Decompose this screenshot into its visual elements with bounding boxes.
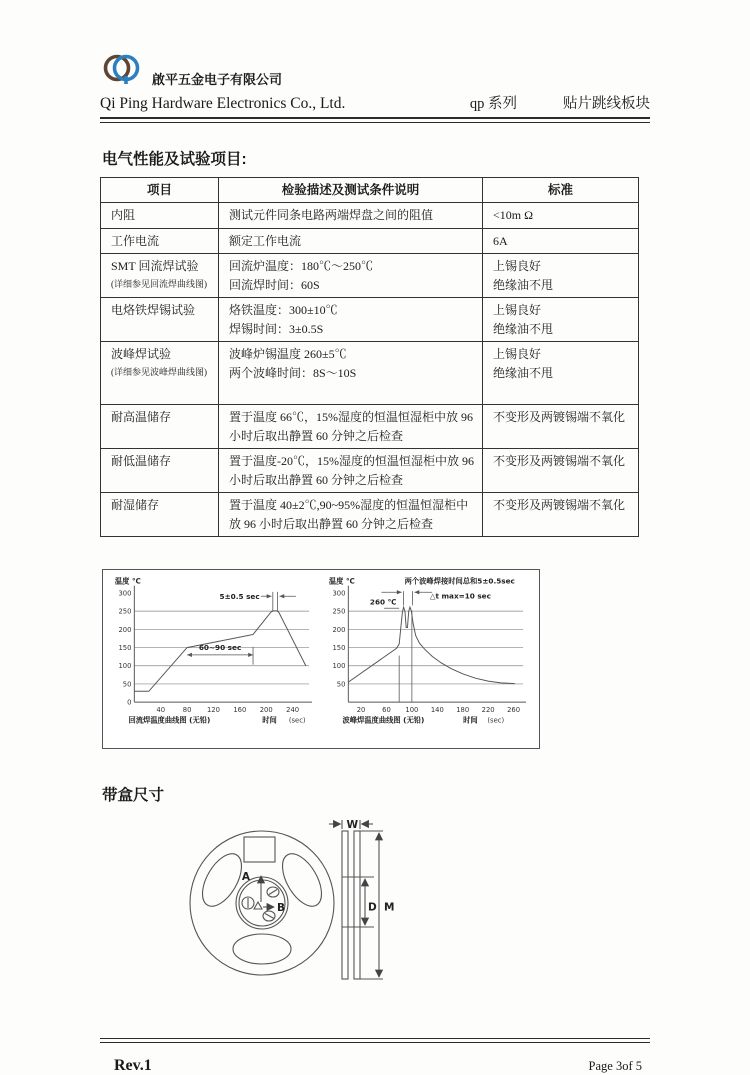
table-cell-std: 上锡良好 绝缘油不甩 xyxy=(483,342,639,405)
reel-drawing xyxy=(182,815,422,1007)
svg-text:温度 ℃: 温度 ℃ xyxy=(328,576,355,586)
table-row xyxy=(101,342,639,405)
table-row xyxy=(101,405,639,449)
svg-text:100: 100 xyxy=(118,662,132,671)
svg-text:(sec): (sec) xyxy=(288,716,306,725)
table-cell-desc: 置于温度 40±2℃,90~95%湿度的恒温恒湿柜中放 96 小时后取出静置 60 分钟之后检查 xyxy=(219,493,483,537)
svg-text:200: 200 xyxy=(118,625,132,634)
table-cell-desc: 置于温度-20℃，15%湿度的恒温恒湿柜中放 96 小时后取出静置 60 分钟之后检查 xyxy=(219,449,483,493)
page-number: Page 3of 5 xyxy=(588,1059,642,1073)
svg-text:温度 ℃: 温度 ℃ xyxy=(114,576,141,586)
table-cell-std: 上锡良好 绝缘油不甩 xyxy=(483,298,639,342)
svg-text:20: 20 xyxy=(356,705,366,714)
table-cell-item: SMT 回流焊试验 (详细参见回流焊曲线图) xyxy=(101,254,219,298)
table-cell-std: 不变形及两镀锡端不氧化 xyxy=(483,449,639,493)
reflow-curve-chart xyxy=(109,574,315,741)
svg-text:60~90 sec: 60~90 sec xyxy=(198,643,242,653)
table-cell-item: 内阻 xyxy=(101,203,219,229)
svg-text:120: 120 xyxy=(206,705,220,714)
table-cell-std: 不变形及两镀锡端不氧化 xyxy=(483,493,639,537)
section-title-reel: 带盒尺寸 xyxy=(102,787,165,804)
table-row xyxy=(101,298,639,342)
dim-b-label: B xyxy=(277,902,286,914)
svg-text:时间: 时间 xyxy=(262,715,277,725)
dim-d-label: D xyxy=(368,901,377,914)
table-row xyxy=(101,254,639,298)
svg-text:150: 150 xyxy=(118,643,132,652)
table-cell-std: <10m Ω xyxy=(483,203,639,229)
svg-text:两个波峰焊接时间总和5±0.5sec: 两个波峰焊接时间总和5±0.5sec xyxy=(404,576,515,586)
table-row xyxy=(101,493,639,537)
table-cell-desc: 烙铁温度：300±10℃ 焊锡时间：3±0.5S xyxy=(219,298,483,342)
table-cell-desc: 回流炉温度：180℃～250℃ 回流焊时间：60S xyxy=(219,254,483,298)
table-cell-desc: 波峰炉锡温度 260±5℃ 两个波峰时间：8S～10S xyxy=(219,342,483,405)
series-label: qp 系列 xyxy=(469,96,517,112)
svg-text:220: 220 xyxy=(481,705,495,714)
company-name-en: Qi Ping Hardware Electronics Co., Ltd. xyxy=(100,95,346,112)
footer-divider xyxy=(100,1038,650,1043)
table-cell-std: 上锡良好 绝缘油不甩 xyxy=(483,254,639,298)
svg-text:80: 80 xyxy=(182,705,192,714)
table-cell-item: 耐高温储存 xyxy=(101,405,219,449)
svg-text:260: 260 xyxy=(507,705,521,714)
module-label: 贴片跳线板块 xyxy=(563,96,650,112)
svg-text:波峰焊温度曲线图 (无铅): 波峰焊温度曲线图 (无铅) xyxy=(342,715,425,725)
svg-text:100: 100 xyxy=(332,662,346,671)
svg-text:60: 60 xyxy=(382,705,391,714)
svg-text:260 ℃: 260 ℃ xyxy=(369,597,397,607)
svg-text:300: 300 xyxy=(118,589,132,598)
header-divider xyxy=(100,117,650,123)
svg-text:40: 40 xyxy=(156,705,166,714)
table-row xyxy=(101,228,639,254)
reel-front-view xyxy=(190,831,334,975)
svg-text:160: 160 xyxy=(233,705,247,714)
svg-text:250: 250 xyxy=(118,607,132,616)
column-header-standard: 标准 xyxy=(483,178,639,203)
svg-text:50: 50 xyxy=(122,680,132,689)
company-name-cn: 啟平五金电子有限公司 xyxy=(152,72,283,87)
dim-w-label: W xyxy=(346,819,359,831)
svg-text:150: 150 xyxy=(332,643,346,652)
table-cell-std: 6A xyxy=(483,228,639,254)
wave-curve-chart xyxy=(323,574,529,741)
header xyxy=(100,46,650,123)
footer xyxy=(100,1038,650,1075)
svg-text:5±0.5 sec: 5±0.5 sec xyxy=(219,591,260,601)
svg-text:200: 200 xyxy=(259,705,273,714)
revision-label: Rev.1 xyxy=(114,1057,152,1074)
svg-text:(sec): (sec) xyxy=(487,716,505,725)
table-row xyxy=(101,203,639,229)
table-row xyxy=(101,449,639,493)
svg-text:100: 100 xyxy=(405,705,419,714)
company-logo-icon xyxy=(100,46,144,90)
table-cell-desc: 测试元件同条电路两端焊盘之间的阻值 xyxy=(219,203,483,229)
column-header-item: 项目 xyxy=(101,178,219,203)
spec-table-body xyxy=(101,203,639,537)
table-cell-item: 波峰焊试验 (详细参见波峰焊曲线图) xyxy=(101,342,219,405)
table-cell-desc: 置于温度 66℃，15%湿度的恒温恒湿柜中放 96 小时后取出静置 60 分钟之后检查 xyxy=(219,405,483,449)
svg-text:时间: 时间 xyxy=(463,715,478,725)
reel-side-view xyxy=(329,820,383,979)
svg-text:0: 0 xyxy=(127,698,132,707)
svg-text:140: 140 xyxy=(430,705,444,714)
dim-m-label: M xyxy=(384,901,395,914)
svg-text:240: 240 xyxy=(286,705,300,714)
dim-a-label: A xyxy=(241,871,250,883)
table-cell-desc: 额定工作电流 xyxy=(219,228,483,254)
table-cell-std: 不变形及两镀锡端不氧化 xyxy=(483,405,639,449)
chart-panel xyxy=(102,569,540,749)
svg-text:50: 50 xyxy=(336,680,346,689)
table-header-row xyxy=(101,178,639,203)
svg-text:180: 180 xyxy=(456,705,470,714)
column-header-description: 检验描述及测试条件说明 xyxy=(219,178,483,203)
spec-table xyxy=(100,177,639,537)
svg-text:250: 250 xyxy=(332,607,346,616)
table-cell-item: 电烙铁焊锡试验 xyxy=(101,298,219,342)
section-title-electrical: 电气性能及试验项目: xyxy=(102,151,247,168)
svg-text:300: 300 xyxy=(332,589,346,598)
table-cell-item: 工作电流 xyxy=(101,228,219,254)
table-cell-item: 耐低温储存 xyxy=(101,449,219,493)
svg-text:回流焊温度曲线图 (无铅): 回流焊温度曲线图 (无铅) xyxy=(128,715,211,725)
svg-text:200: 200 xyxy=(332,625,346,634)
svg-text:△t max=10 sec: △t max=10 sec xyxy=(429,591,491,601)
table-cell-item: 耐湿储存 xyxy=(101,493,219,537)
